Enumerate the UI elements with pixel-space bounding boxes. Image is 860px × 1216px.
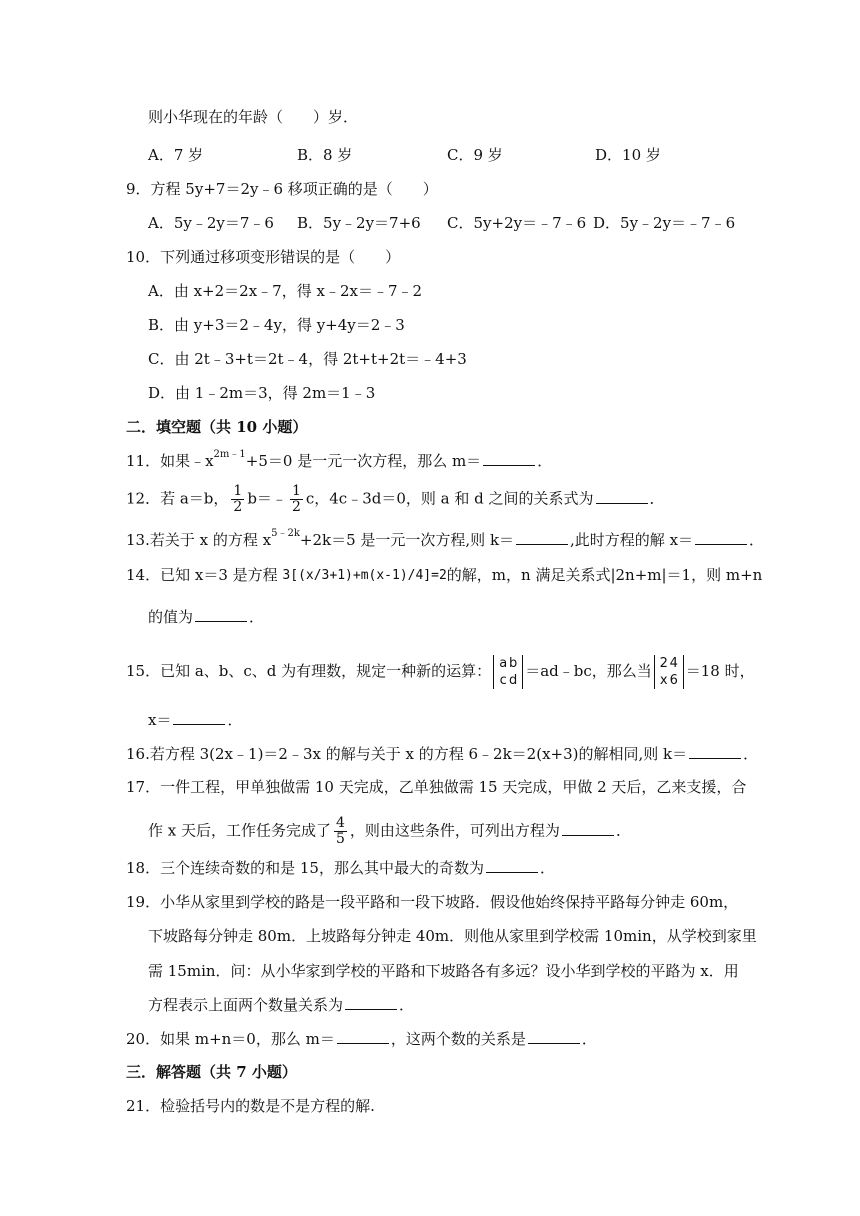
det-cell: b [509,656,518,671]
q11-text-b: +5＝0 是一元一次方程，那么 m＝ [245,452,482,470]
q14-line2 [148,607,264,627]
fraction-numerator: 4 [336,815,345,831]
q8-tail: 则小华现在的年龄（ ）岁． [148,108,359,126]
q10-option-b: B．由 y+3＝2﹣4y，得 y+4y＝2﹣3 [148,316,405,334]
q18 [126,858,555,878]
q13-text-c: ,此时方程的解 x＝ [570,531,694,549]
answer-blank[interactable] [516,530,568,545]
q13-exponent: 5﹣2k [271,528,300,539]
answer-blank[interactable] [562,821,614,836]
q12 [126,484,665,515]
q17-line1: 17．一件工程，甲单独做需 10 天完成，乙单独做需 15 天完成，甲做 2 天后，乙来支援，合 [126,778,747,796]
q12-end: ． [649,489,665,508]
q20 [126,1029,597,1049]
q15-end: ． [227,711,243,729]
q17-text-c: ，则由这些条件，可列出方程为 [349,821,560,840]
q11-exponent: 2m﹣1 [213,449,246,460]
det-cell: 6 [669,673,678,688]
q15-text-b: ＝ad﹣bc，那么当 [525,662,652,680]
q8-option-c: C．9 岁 [447,146,503,164]
fraction-one-half [290,484,303,515]
q13-text-b: +2k＝5 是一元一次方程,则 k＝ [299,531,515,549]
q10-option-c: C．由 2t﹣3+t＝2t﹣4，得 2t+t+2t＝﹣4+3 [148,350,467,368]
q16 [126,744,758,764]
fraction-four-fifths [334,816,347,847]
q14-text-c: 的值为 [148,608,194,626]
q11-end: ． [537,452,553,470]
q8-option-b: B．8 岁 [297,146,353,164]
determinant-abcd [493,655,523,689]
det-cell: a [499,656,508,671]
q14-end: ． [249,608,265,626]
det-cell: 4 [669,656,678,671]
q11 [126,451,552,471]
q10-stem: 10．下列通过移项变形错误的是（ ） [126,248,401,266]
answer-blank[interactable] [345,995,397,1010]
answer-blank[interactable] [486,858,538,873]
det-cell: x [659,673,668,688]
q20-text-b: ，这两个数的关系是 [390,1030,526,1048]
q9-option-c: C．5y+2y＝﹣7﹣6 [447,214,587,232]
fraction-denominator: 5 [336,831,345,847]
q21: 21．检验括号内的数是不是方程的解. [126,1097,375,1115]
q12-text-a: 12．若 a＝b， [126,489,229,508]
section-fill-blank-title: 二．填空题（共 10 小题） [126,418,308,436]
q18-end: ． [539,859,555,877]
q19-line2: 下坡路每分钟走 80m．上坡路每分钟走 40m．则他从家里到学校需 10min，从学校到家里 [148,927,757,945]
fraction-numerator: 1 [233,483,243,499]
q19-end: ． [399,996,415,1014]
q13 [126,530,764,550]
det-cell: 2 [659,656,668,671]
q9-option-a: A．5y﹣2y＝7﹣6 [148,214,274,232]
q17-end: ． [615,821,631,840]
q15-text-d: x＝ [148,711,172,729]
q15-text-a: 15．已知 a、b、c、d 为有理数，规定一种新的运算： [126,662,492,680]
q9-option-d: D．5y﹣2y＝﹣7﹣6 [593,214,736,232]
q14-text-a: 14．已知 x＝3 是方程 [126,566,278,584]
fraction-denominator: 2 [233,499,243,515]
q19-line4 [148,995,414,1015]
q19-line3: 需 15min．问：从小华家到学校的平路和下坡路各有多远？设小华到学校的平路为 x．用 [148,962,739,980]
q11-text-a: 11．如果﹣x [126,452,214,470]
q15-line2 [148,710,242,730]
fraction-denominator: 2 [291,499,301,515]
equation-image: 3[(x/3+1)+m(x-1)/4]=2 [282,568,447,583]
q18-text-a: 18．三个连续奇数的和是 15，那么其中最大的奇数为 [126,859,484,877]
q12-text-b: b＝﹣ [247,489,287,508]
fraction-one-half [231,484,244,515]
q10-option-d: D．由 1﹣2m＝3，得 2m＝1﹣3 [148,384,376,402]
q19-text-d: 方程表示上面两个数量关系为 [148,996,344,1014]
determinant-24x6 [654,655,684,689]
q8-option-a: A．7 岁 [148,146,204,164]
answer-blank[interactable] [528,1029,580,1044]
det-cell: d [509,673,518,688]
q13-text-a: 13.若关于 x 的方程 x [126,531,272,549]
q17-text-b: 作 x 天后，工作任务完成了 [148,821,331,840]
q9-option-b: B．5y﹣2y＝7+6 [297,214,421,232]
q12-text-c: c，4c﹣3d＝0，则 a 和 d 之间的关系式为 [305,489,594,508]
q20-text-a: 20．如果 m+n＝0，那么 m＝ [126,1030,335,1048]
section-answer-title: 三．解答题（共 7 小题） [126,1063,297,1081]
q15 [126,655,755,689]
q8-option-d: D．10 岁 [595,146,661,164]
q17-line2 [148,816,631,847]
q14-text-b: 的解，m，n 满足关系式|2n+m|＝1，则 m+n [446,566,763,584]
q10-option-a: A．由 x+2＝2x﹣7，得 x﹣2x＝﹣7﹣2 [148,282,423,300]
q14 [126,565,762,586]
fraction-numerator: 1 [291,483,301,499]
answer-blank[interactable] [483,451,535,466]
q16-text-a: 16.若方程 3(2x﹣1)＝2﹣3x 的解与关于 x 的方程 6﹣2k＝2(x+3)的解相同,则 k＝ [126,745,688,763]
answer-blank[interactable] [337,1029,389,1044]
answer-blank[interactable] [195,607,247,622]
q9-stem: 9．方程 5y+7＝2y﹣6 移项正确的是（ ） [126,180,438,198]
answer-blank[interactable] [596,489,648,504]
q20-end: ． [581,1030,597,1048]
answer-blank[interactable] [695,530,747,545]
det-cell: c [499,673,507,688]
q16-end: ． [743,745,759,763]
answer-blank[interactable] [689,744,741,759]
q19-line1: 19．小华从家里到学校的路是一段平路和一段下坡路．假设他始终保持平路每分钟走 60m， [126,893,739,911]
q13-end: ． [749,531,765,549]
answer-blank[interactable] [173,710,225,725]
q15-text-c: ＝18 时， [685,662,755,680]
